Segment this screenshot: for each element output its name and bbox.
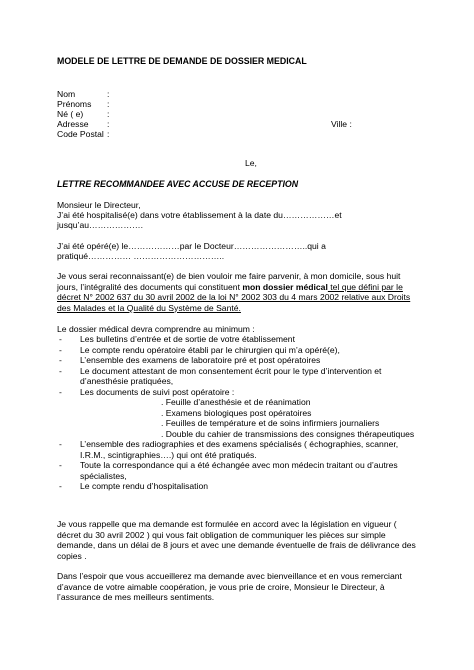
list-item: - Le compte rendu opératoire établi par le chirurgien qui m’a opéré(e),: [59, 344, 340, 355]
document-title: MODELE DE LETTRE DE DEMANDE DE DOSSIER MEDICAL: [57, 56, 307, 66]
sub-list-item: . Examens biologiques post opératoires: [161, 407, 312, 418]
sub-list-item: . Feuille d’anesthésie et de réanimation: [161, 397, 311, 407]
medical-file-bold: mon dossier médical: [242, 281, 328, 292]
sub-list-item: . Double du cahier de transmissions des consignes thérapeutiques: [161, 428, 415, 439]
operation-line-2: pratiqué…………… …………………………..: [57, 251, 225, 261]
field-colon-prenoms: :: [107, 99, 110, 109]
salutation: Monsieur le Directeur,: [57, 200, 141, 210]
field-label-nom: Nom: [57, 89, 76, 99]
legal-reminder-paragraph: Je vous rappelle que ma demande est formulée en accord avec la législation en vigueur ( décret du 30 avril 2002 ) qui vous fait obligation de communiquer les pièces sur simple demande, dans un délai de 8 jours et avec une demande éventuelle de frais de délivrance des copies .: [57, 519, 416, 561]
field-label-ne: Né ( e): [57, 109, 84, 119]
request-text: Je vous serai reconnaissant(e) de bien vouloir me faire parvenir, à mon domicile, sous huit jours, l’intégralité des documents qui constituent: [57, 271, 401, 292]
hospitalisation-line-2: jusqu’au……………….: [57, 220, 143, 230]
list-item: - Le document attestant de mon consentement écrit pour le type d’intervention et d’anesthésie pratiquées,: [59, 365, 382, 386]
list-item: - L’ensemble des radiographies et des examens spécialisés ( échographies, scanner, I.R.M., scintigraphies….) qui ont été pratiqués.: [59, 439, 399, 460]
list-item: - Le compte rendu d’hospitalisation: [59, 481, 209, 491]
list-item: - Les documents de suivi post opératoire :: [59, 386, 235, 397]
hospitalisation-line-1: J’ai été hospitalisé(e) dans votre établissement à la date du………………et: [57, 210, 342, 220]
field-label-prenoms: Prénoms: [57, 99, 92, 109]
registered-letter-heading: LETTRE RECOMMANDEE AVEC ACCUSE DE RECEPTION: [57, 179, 299, 189]
decree-reference: tel que défini par le décret N° 2002 637 du 30 avril 2002 de la loi N° 2002 303 du 4 mars 2002 relative aux Droits des Malades et la Qualité du Système de Santé.: [57, 281, 411, 313]
operation-line-1: J’ai été opéré(e) le………………par le Docteur……………………..qui a: [57, 241, 326, 251]
list-item: - L’ensemble des examens de laboratoire pré et post opératoires: [59, 355, 321, 365]
field-label-ville: Ville :: [331, 119, 352, 129]
sub-list-item: . Feuilles de température et de soins infirmiers journaliers: [161, 418, 380, 428]
field-colon-nom: :: [107, 89, 110, 99]
list-intro: Le dossier médical devra comprendre au minimum :: [57, 324, 255, 334]
field-colon-adresse: :: [107, 119, 110, 129]
field-colon-code-postal: :: [107, 129, 110, 139]
list-item: - Les bulletins d’entrée et de sortie de votre établissement: [59, 334, 295, 344]
field-label-adresse: Adresse: [57, 119, 89, 129]
field-colon-ne: :: [107, 109, 110, 119]
date-line: Le,: [245, 158, 257, 168]
request-paragraph: [57, 271, 417, 313]
document-list: [57, 334, 437, 492]
list-item: - Toute la correspondance qui a été échangée avec mon médecin traitant ou d’autres spécialistes,: [59, 460, 398, 481]
field-label-code-postal: Code Postal: [57, 129, 104, 139]
closing-paragraph: Dans l’espoir que vous accueillerez ma demande avec bienveillance et en vous remerciant d’avance de votre aimable coopération, je vous prie de croire, Monsieur le Directeur, à l’assurance de mes meilleurs sentiments.: [57, 571, 402, 602]
